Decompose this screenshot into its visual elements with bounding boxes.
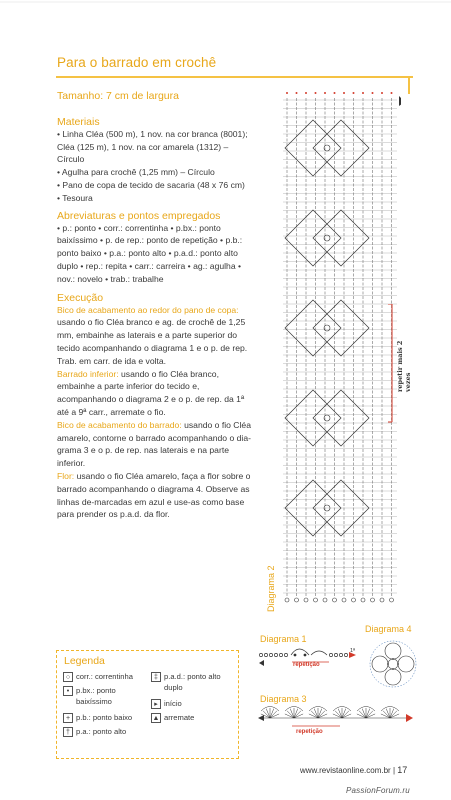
execution-section bbox=[57, 470, 257, 521]
section-text: usando o fio Cléa amarelo, faça a flor sobre o barrado acompanhando o diagrama 4. Observe as linhas de-marcadas em azul e use-as como base para prender os p.a.d. da flor. bbox=[57, 470, 251, 520]
instructions-column bbox=[57, 90, 257, 521]
legend-box bbox=[56, 650, 239, 759]
execution-section bbox=[57, 419, 257, 470]
diagram-4-chart bbox=[366, 637, 420, 691]
legend-label: início bbox=[164, 699, 182, 708]
repeat-twice-note: repetir mais 2 vezes bbox=[396, 340, 412, 392]
section-label: Barrado inferior: bbox=[57, 368, 119, 379]
diagram-2-chart bbox=[277, 88, 401, 608]
legend-label: p.a.d.: ponto alto duplo bbox=[164, 672, 221, 692]
abbreviations-text: • p.: ponto • corr.: correntinha • p.bx.: ponto baixíssimo • p. de rep.: ponto de repetição • p.b.: ponto baixo • p.a.: ponto alto • p.a.d.: ponto alto duplo • rep.: repita • carr.: carreira • ag.: agulha • nov.: novelo • trab.: trabalhe bbox=[57, 222, 243, 284]
start-icon: ▸ bbox=[151, 699, 161, 709]
footer-separator: | bbox=[392, 766, 398, 775]
title-underline bbox=[56, 76, 413, 78]
diagram-1-label: Diagrama 1 bbox=[260, 634, 307, 644]
legend-item bbox=[151, 698, 182, 709]
page-number: 17 bbox=[397, 765, 408, 775]
diagram-3-label: Diagrama 3 bbox=[260, 694, 307, 704]
legend-item bbox=[63, 712, 132, 723]
top-decoration bbox=[0, 0, 451, 14]
diagram-4-label: Diagrama 4 bbox=[365, 624, 412, 634]
title-corner-line bbox=[408, 76, 410, 94]
legend-label: arremate bbox=[164, 713, 195, 722]
execution-section bbox=[57, 368, 257, 419]
chain-stitch-icon: ○ bbox=[63, 672, 73, 682]
materials-item: • Tesoura bbox=[57, 192, 93, 203]
section-label: Bico de acabamento do barrado: bbox=[57, 419, 182, 430]
legend-label: p.a.: ponto alto bbox=[76, 727, 127, 736]
legend-item bbox=[63, 685, 148, 707]
execution-section bbox=[57, 304, 257, 368]
slip-stitch-icon: • bbox=[63, 686, 73, 696]
diagram-1-start: 1ª bbox=[350, 648, 356, 654]
page-footer bbox=[300, 765, 407, 775]
diagram-3-chart bbox=[256, 704, 418, 746]
execution-heading: Execução bbox=[57, 291, 104, 304]
legend-item bbox=[151, 712, 194, 723]
diagram-1-repeat: repetição bbox=[293, 662, 320, 668]
legend-item bbox=[63, 671, 133, 682]
section-text: usando o fio Cléa branco e ag. de crochê de 1,25 mm, embainhe as laterais e a parte superior do tecido acompanhando o diagrama 1 e o p. de rep. Trab. em carr. de ida e volta. bbox=[57, 317, 248, 366]
legend-item bbox=[63, 726, 126, 737]
materials-heading: Materiais bbox=[57, 115, 100, 128]
double-crochet-icon: † bbox=[63, 727, 73, 737]
size-heading: Tamanho: 7 cm de largura bbox=[57, 90, 179, 102]
watermark: PassionForum.ru bbox=[346, 786, 410, 795]
materials-item: • Pano de copa de tecido de sacaria (48 x 76 cm) bbox=[57, 179, 245, 190]
diagram-3-repeat: repetição bbox=[296, 729, 323, 735]
footer-site[interactable]: www.revistaonline.com.br bbox=[300, 766, 391, 775]
single-crochet-icon: + bbox=[63, 713, 73, 723]
legend-label: p.b.: ponto baixo bbox=[76, 713, 133, 722]
section-text: usando o fio Cléa branco, embainhe a parte inferior do tecido e, acompanhando o diagrama 2 e o p. de rep. da 1ª até a 9ª carr., arremate o fio. bbox=[57, 368, 245, 417]
legend-label: p.bx.: ponto baixíssimo bbox=[76, 686, 116, 706]
materials-item: • Linha Cléa (500 m), 1 nov. na cor branca (8001); Cléa (125 m), 1 nov. na cor amarela (1312) – Círculo bbox=[57, 128, 248, 165]
section-label: Flor: bbox=[57, 470, 75, 481]
legend-label: corr.: correntinha bbox=[76, 672, 133, 681]
section-text: usando o fio Cléa amarelo, contorne o barrado acompanhando o dia-grama 3 e o p. de rep. nas laterais e na parte inferior. bbox=[57, 419, 251, 469]
abbreviations-heading: Abreviaturas e pontos empregados bbox=[57, 209, 221, 222]
page-title: Para o barrado em crochê bbox=[57, 55, 217, 70]
treble-crochet-icon: ‡ bbox=[151, 672, 161, 682]
diagram-2-label: Diagrama 2 bbox=[266, 565, 276, 612]
page-title-wrap bbox=[57, 55, 417, 70]
legend-item bbox=[151, 671, 236, 693]
repeat-bracket bbox=[388, 304, 396, 424]
legend-title: Legenda bbox=[64, 655, 105, 667]
section-label: Bico de acabamento ao redor do pano de copa: bbox=[57, 304, 239, 315]
materials-item: • Agulha para crochê (1,25 mm) – Círculo bbox=[57, 167, 215, 178]
fasten-off-icon: ▲ bbox=[152, 714, 160, 722]
